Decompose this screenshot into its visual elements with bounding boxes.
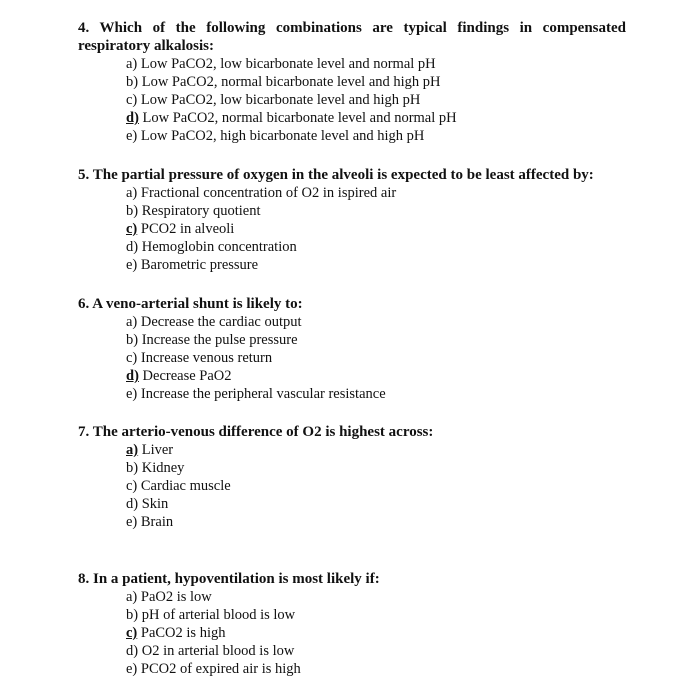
question-text: 8. In a patient, hypoventilation is most likely if: bbox=[78, 571, 380, 587]
option-c: c) Increase venous return bbox=[126, 350, 273, 366]
option-e: e) Brain bbox=[126, 514, 174, 530]
option-c: c) PCO2 in alveoli bbox=[126, 221, 235, 237]
option-b: b) Low PaCO2, normal bicarbonate level and high pH bbox=[126, 74, 441, 90]
option-d: d) Skin bbox=[126, 496, 169, 512]
option-a: a) Low PaCO2, low bicarbonate level and normal pH bbox=[126, 56, 436, 72]
question-text: 7. The arterio-venous difference of O2 is highest across: bbox=[78, 424, 434, 440]
options-list bbox=[78, 313, 638, 403]
option-e: e) Low PaCO2, high bicarbonate level and high pH bbox=[126, 128, 425, 144]
option-b: b) pH of arterial blood is low bbox=[126, 607, 296, 623]
option-c: c) PaCO2 is high bbox=[126, 625, 226, 641]
question-text: 6. A veno-arterial shunt is likely to: bbox=[78, 296, 303, 312]
option-d: d) Low PaCO2, normal bicarbonate level and normal pH bbox=[126, 110, 457, 126]
option-d: d) Hemoglobin concentration bbox=[126, 239, 297, 255]
correct-answer-marker: a) bbox=[126, 442, 139, 458]
correct-answer-marker: c) bbox=[126, 221, 138, 237]
question-text: 4. Which of the following combinations are typical findings in compensated respiratory alkalosis: bbox=[78, 20, 626, 54]
option-b: b) Respiratory quotient bbox=[126, 203, 261, 219]
option-c: c) Low PaCO2, low bicarbonate level and high pH bbox=[126, 92, 421, 108]
correct-answer-marker: d) bbox=[126, 368, 139, 384]
option-c: c) Cardiac muscle bbox=[126, 478, 231, 494]
question-6 bbox=[78, 295, 638, 403]
question-8 bbox=[78, 570, 638, 678]
options-list bbox=[78, 588, 638, 678]
option-a: a) Fractional concentration of O2 in ispired air bbox=[126, 185, 397, 201]
options-list bbox=[78, 55, 638, 145]
option-a: a) Decrease the cardiac output bbox=[126, 314, 302, 330]
option-b: b) Increase the pulse pressure bbox=[126, 332, 298, 348]
option-b: b) Kidney bbox=[126, 460, 185, 476]
options-list bbox=[78, 184, 638, 274]
option-e: e) Barometric pressure bbox=[126, 257, 259, 273]
options-list bbox=[78, 441, 638, 531]
correct-answer-marker: d) bbox=[126, 110, 139, 126]
question-5 bbox=[78, 166, 638, 274]
option-e: e) Increase the peripheral vascular resistance bbox=[126, 386, 386, 402]
question-7 bbox=[78, 423, 638, 531]
option-a: a) Liver bbox=[126, 442, 174, 458]
option-d: d) Decrease PaO2 bbox=[126, 368, 232, 384]
correct-answer-marker: c) bbox=[126, 625, 138, 641]
option-e: e) PCO2 of expired air is high bbox=[126, 661, 301, 677]
option-a: a) PaO2 is low bbox=[126, 589, 212, 605]
option-d: d) O2 in arterial blood is low bbox=[126, 643, 295, 659]
question-text: 5. The partial pressure of oxygen in the alveoli is expected to be least affected by: bbox=[78, 167, 594, 183]
question-4 bbox=[78, 19, 638, 145]
